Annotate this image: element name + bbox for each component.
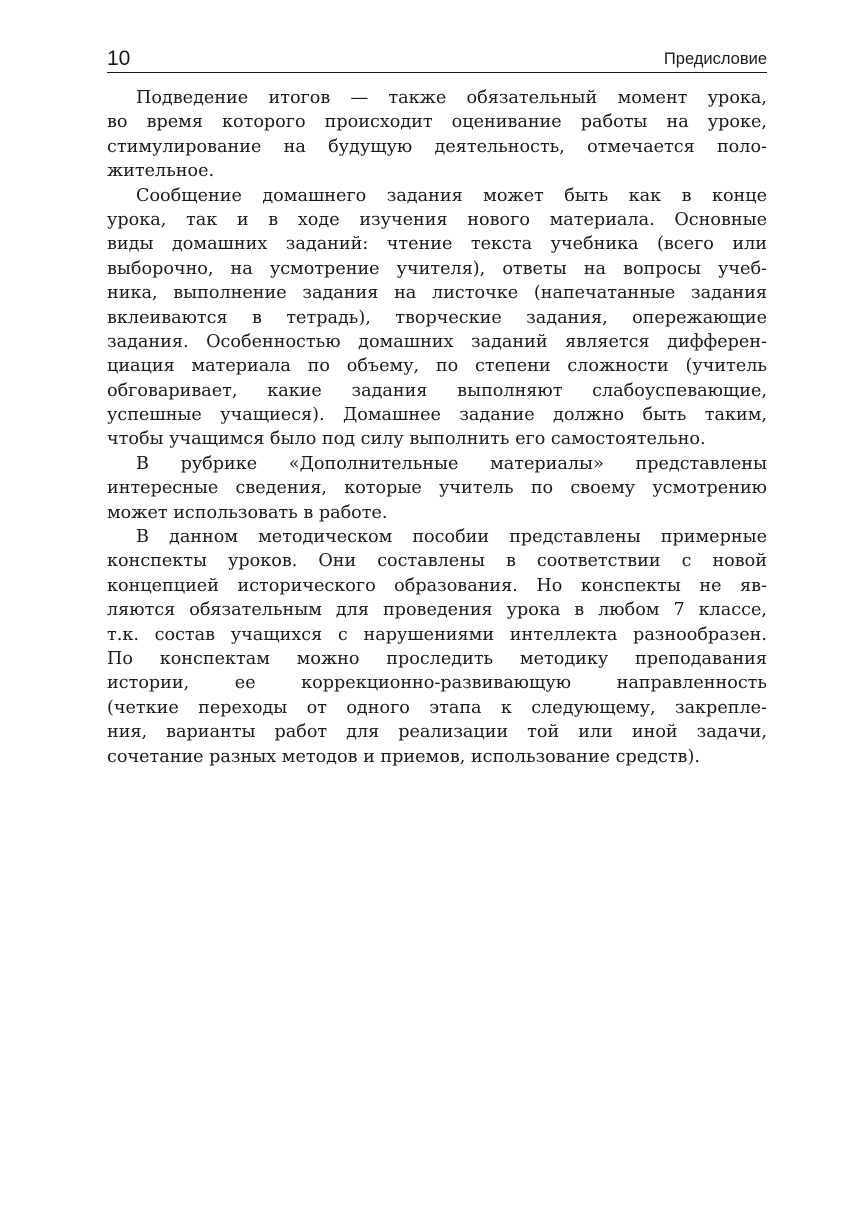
page-header	[107, 44, 767, 73]
text-line: виды домашних заданий: чтение текста учебника (всего или	[107, 234, 767, 255]
text-line: интересные сведения, которые учитель по своему усмотрению	[107, 478, 767, 499]
paragraph-summary	[107, 86, 767, 184]
text-line: По конспектам можно проследить методику преподавания	[107, 648, 767, 669]
text-line: (четкие переходы от одного этапа к следующему, закрепле-	[107, 697, 767, 718]
text-line: успешные учащиеся). Домашнее задание должно быть таким,	[107, 405, 767, 426]
paragraph-additional-materials	[107, 452, 767, 525]
text-line: конспекты уроков. Они составлены в соответствии с новой	[107, 551, 767, 572]
text-line: Подведение итогов — также обязательный момент урока,	[136, 88, 767, 108]
text-line: ляются обязательным для проведения урока в любом 7 классе,	[107, 600, 767, 621]
text-line: чтобы учащимся было под силу выполнить его самостоятельно.	[107, 429, 706, 450]
page-number: 10	[107, 47, 131, 70]
text-line: ника, выполнение задания на листочке (напечатанные задания	[107, 283, 767, 304]
paragraph-homework	[107, 184, 767, 452]
paragraph-lesson-notes	[107, 525, 767, 769]
text-line: выборочно, на усмотрение учителя), ответы на вопросы учеб-	[107, 258, 767, 279]
text-line: циация материала по объему, по степени сложности (учитель	[107, 356, 767, 377]
text-line: вклеиваются в тетрадь), творческие задания, опережающие	[107, 307, 767, 328]
text-line: обговаривает, какие задания выполняют слабоуспевающие,	[107, 380, 767, 401]
text-line: ния, варианты работ для реализации той или иной задачи,	[107, 722, 767, 743]
text-line: концепцией исторического образования. Но конспекты не яв-	[107, 575, 767, 596]
text-line: т.к. состав учащихся с нарушениями интеллекта разнообразен.	[107, 624, 767, 645]
body-text	[107, 86, 767, 769]
text-line: истории, ее коррекционно-развивающую направленность	[107, 673, 767, 694]
text-line: может использовать в работе.	[107, 502, 388, 523]
text-line: урока, так и в ходе изучения нового материала. Основные	[107, 209, 767, 230]
text-line: задания. Особенностью домашних заданий является дифферен-	[107, 331, 767, 352]
running-title: Предисловие	[663, 50, 767, 68]
text-line: жительное.	[107, 161, 215, 182]
text-line: сочетание разных методов и приемов, использование средств).	[107, 746, 700, 767]
text-line: В данном методическом пособии представлены примерные	[136, 527, 767, 548]
text-line: во время которого происходит оценивание работы на уроке,	[107, 112, 767, 133]
text-line: стимулирование на будущую деятельность, отмечается поло-	[107, 136, 767, 157]
text-line: В рубрике «Дополнительные материалы» представлены	[136, 453, 767, 474]
text-line: Сообщение домашнего задания может быть как в конце	[136, 185, 767, 206]
